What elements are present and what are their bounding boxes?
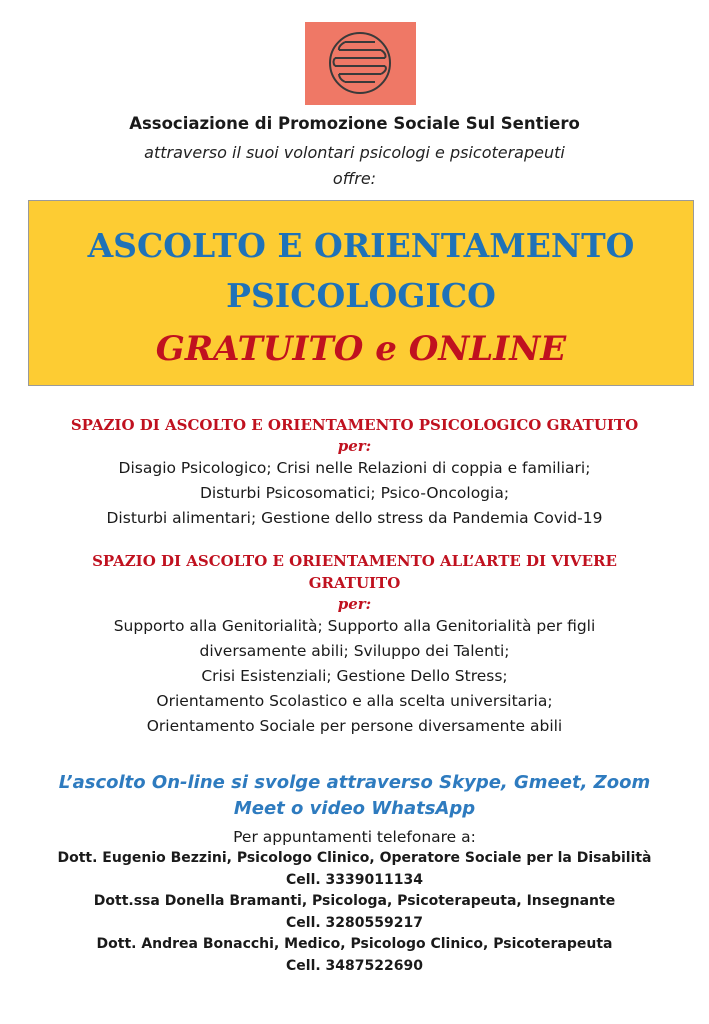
section-heading: GRATUITO: [308, 574, 401, 592]
contact-phone: Cell. 3487522690: [286, 957, 423, 974]
per-label: per:: [337, 595, 372, 613]
service-line: Disturbi Psicosomatici; Psico-Oncologia;: [199, 484, 510, 502]
service-line: Disagio Psicologico; Crisi nelle Relazioni di coppia e familiari;: [118, 459, 591, 477]
contact-phone: Cell. 3280559217: [286, 914, 423, 931]
service-line: Crisi Esistenziali; Gestione Dello Stress;: [201, 667, 508, 685]
banner-title-line: PSICOLOGICO: [226, 276, 496, 315]
section-psychological: [0, 414, 709, 531]
appointments-label: Per appuntamenti telefonare a:: [233, 828, 476, 846]
association-name: Associazione di Promozione Sociale Sul Sentiero: [129, 114, 580, 133]
subtitle-line: attraverso il suoi volontari psicologi e psicoterapeuti: [144, 143, 565, 162]
service-line: Disturbi alimentari; Gestione dello stress da Pandemia Covid-19: [106, 509, 603, 527]
section-art-of-living: [0, 550, 709, 739]
contact-name: Dott. Eugenio Bezzini, Psicologo Clinico, Operatore Sociale per la Disabilità: [57, 850, 652, 866]
online-line: Meet o video WhatsApp: [233, 798, 476, 819]
contact-name: Dott.ssa Donella Bramanti, Psicologa, Psicoterapeuta, Insegnante: [93, 893, 616, 909]
online-line: L’ascolto On-line si svolge attraverso Skype, Gmeet, Zoom: [58, 772, 651, 793]
section-heading: SPAZIO DI ASCOLTO E ORIENTAMENTO ALL’ARTE DI VIVERE: [92, 552, 617, 570]
subtitle-line: offre:: [332, 169, 377, 188]
online-info: [0, 770, 709, 822]
section-heading: SPAZIO DI ASCOLTO E ORIENTAMENTO PSICOLOGICO GRATUITO: [70, 416, 639, 434]
service-line: diversamente abili; Sviluppo dei Talenti;: [199, 642, 510, 660]
appointments: [0, 826, 709, 977]
contact-phone: Cell. 3339011134: [286, 871, 423, 888]
service-line: Supporto alla Genitorialità; Supporto alla Genitorialità per figli: [113, 617, 596, 635]
title-banner: [28, 200, 694, 386]
banner-title-line: ASCOLTO E ORIENTAMENTO: [87, 226, 635, 265]
association-subtitle: [0, 140, 709, 192]
contact-name: Dott. Andrea Bonacchi, Medico, Psicologo Clinico, Psicoterapeuta: [96, 936, 613, 952]
service-line: Orientamento Scolastico e alla scelta universitaria;: [156, 692, 553, 710]
banner-tagline: GRATUITO e ONLINE: [155, 329, 567, 369]
per-label: per:: [337, 437, 372, 455]
service-line: Orientamento Sociale per persone diversamente abili: [146, 717, 563, 735]
spiral-logo-icon: [305, 22, 416, 105]
